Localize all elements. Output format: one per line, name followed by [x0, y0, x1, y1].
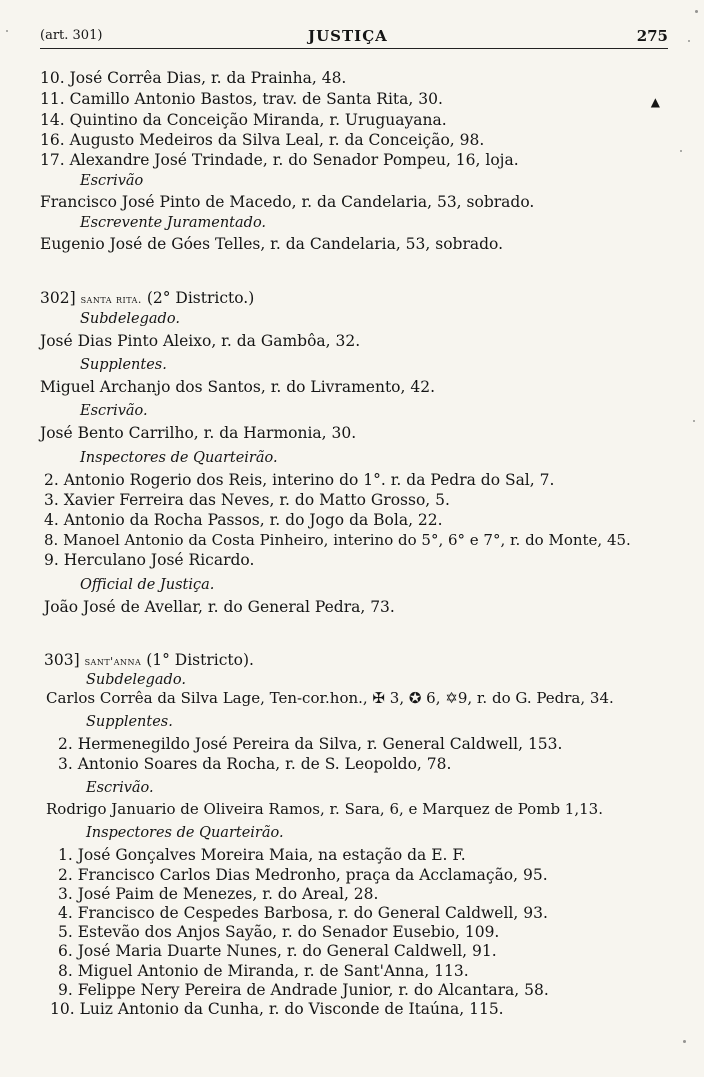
- list-item: 3. Xavier Ferreira das Neves, r. do Matto Grosso, 5.: [44, 491, 450, 509]
- section-heading-302: [40, 288, 254, 310]
- list-item: 4. Francisco de Cespedes Barbosa, r. do General Caldwell, 93.: [58, 904, 548, 922]
- list-item: 11. Camillo Antonio Bastos, trav. de Santa Rita, 30.: [40, 90, 443, 108]
- list-item: 2. Antonio Rogerio dos Reis, interino do 1°. r. da Pedra do Sal, 7.: [44, 471, 555, 489]
- scan-speck: [695, 10, 698, 13]
- section-number: 303]: [44, 651, 80, 669]
- list-item: 3. Antonio Soares da Rocha, r. de S. Leopoldo, 78.: [58, 755, 452, 773]
- list-item: 16. Augusto Medeiros da Silva Leal, r. da Conceição, 98.: [40, 131, 485, 149]
- list-item: 5. Estevão dos Anjos Sayão, r. do Senador Eusebio, 109.: [58, 923, 500, 941]
- list-item: 10. Luiz Antonio da Cunha, r. do Visconde de Itaúna, 115.: [50, 1000, 504, 1018]
- scan-speck: [6, 30, 8, 32]
- role-heading: Escrevente Juramentado.: [80, 215, 267, 231]
- list-item: 1. José Gonçalves Moreira Maia, na estação da E. F.: [58, 846, 466, 864]
- district-label: (1° Districto).: [146, 651, 254, 669]
- list-item: 3. José Paim de Menezes, r. do Areal, 28.: [58, 885, 379, 903]
- list-item: 8. Manoel Antonio da Costa Pinheiro, interino do 5°, 6° e 7°, r. do Monte, 45.: [44, 531, 631, 549]
- scan-speck: [683, 1040, 686, 1043]
- role-heading: Subdelegado.: [80, 311, 180, 327]
- entry-line: João José de Avellar, r. do General Pedra, 73.: [44, 598, 395, 616]
- scan-speck: [693, 420, 695, 422]
- list-item: 9. Felippe Nery Pereira de Andrade Junior, r. do Alcantara, 58.: [58, 981, 549, 999]
- role-heading: Escrivão: [80, 173, 144, 189]
- role-heading: Escrivão.: [86, 780, 154, 796]
- list-item: 10. José Corrêa Dias, r. da Prainha, 48.: [40, 69, 347, 87]
- role-heading: Official de Justiça.: [80, 577, 215, 593]
- section-heading-303: [44, 650, 254, 672]
- article-reference: (art. 301): [40, 28, 103, 43]
- entry-line: Carlos Corrêa da Silva Lage, Ten-cor.hon., ✠ 3, ✪ 6, ✡9, r. do G. Pedra, 34.: [46, 689, 614, 707]
- scan-speck: [680, 150, 682, 152]
- printer-mark-icon: ▲: [650, 95, 660, 109]
- list-item: 4. Antonio da Rocha Passos, r. do Jogo da Bola, 22.: [44, 511, 443, 529]
- list-item: 14. Quintino da Conceição Miranda, r. Uruguayana.: [40, 111, 447, 129]
- entry-line: Miguel Archanjo dos Santos, r. do Livramento, 42.: [40, 378, 436, 396]
- section-number: 302]: [40, 289, 76, 307]
- list-item: 8. Miguel Antonio de Miranda, r. de Sant'Anna, 113.: [58, 962, 469, 980]
- entry-line: José Bento Carrilho, r. da Harmonia, 30.: [40, 424, 357, 442]
- entry-line: Eugenio José de Góes Telles, r. da Candelaria, 53, sobrado.: [40, 235, 504, 253]
- page-number: 275: [636, 27, 668, 45]
- role-heading: Escrivão.: [80, 403, 148, 419]
- list-item: 9. Herculano José Ricardo.: [44, 551, 255, 569]
- list-item: 2. Hermenegildo José Pereira da Silva, r. General Caldwell, 153.: [58, 735, 563, 753]
- district-name: santa rita.: [80, 293, 142, 306]
- list-item: 2. Francisco Carlos Dias Medronho, praça da Acclamação, 95.: [58, 866, 548, 884]
- district-name: sant'anna: [84, 655, 142, 668]
- list-item: 17. Alexandre José Trindade, r. do Senador Pompeu, 16, loja.: [40, 151, 519, 169]
- entry-line: Rodrigo Januario de Oliveira Ramos, r. Sara, 6, e Marquez de Pomb 1,13.: [46, 800, 603, 818]
- scan-speck: [688, 40, 690, 42]
- list-item: 6. José Maria Duarte Nunes, r. do General Caldwell, 91.: [58, 942, 497, 960]
- entry-line: Francisco José Pinto de Macedo, r. da Candelaria, 53, sobrado.: [40, 193, 535, 211]
- role-heading: Inspectores de Quarteirão.: [86, 825, 284, 841]
- running-header: [40, 26, 668, 49]
- entry-line: José Dias Pinto Aleixo, r. da Gambôa, 32.: [40, 332, 361, 350]
- role-heading: Subdelegado.: [86, 672, 186, 688]
- role-heading: Inspectores de Quarteirão.: [80, 450, 278, 466]
- district-label: (2° Districto.): [146, 289, 255, 307]
- role-heading: Supplentes.: [86, 714, 173, 730]
- section-title: JUSTIÇA: [308, 27, 388, 45]
- role-heading: Supplentes.: [80, 357, 167, 373]
